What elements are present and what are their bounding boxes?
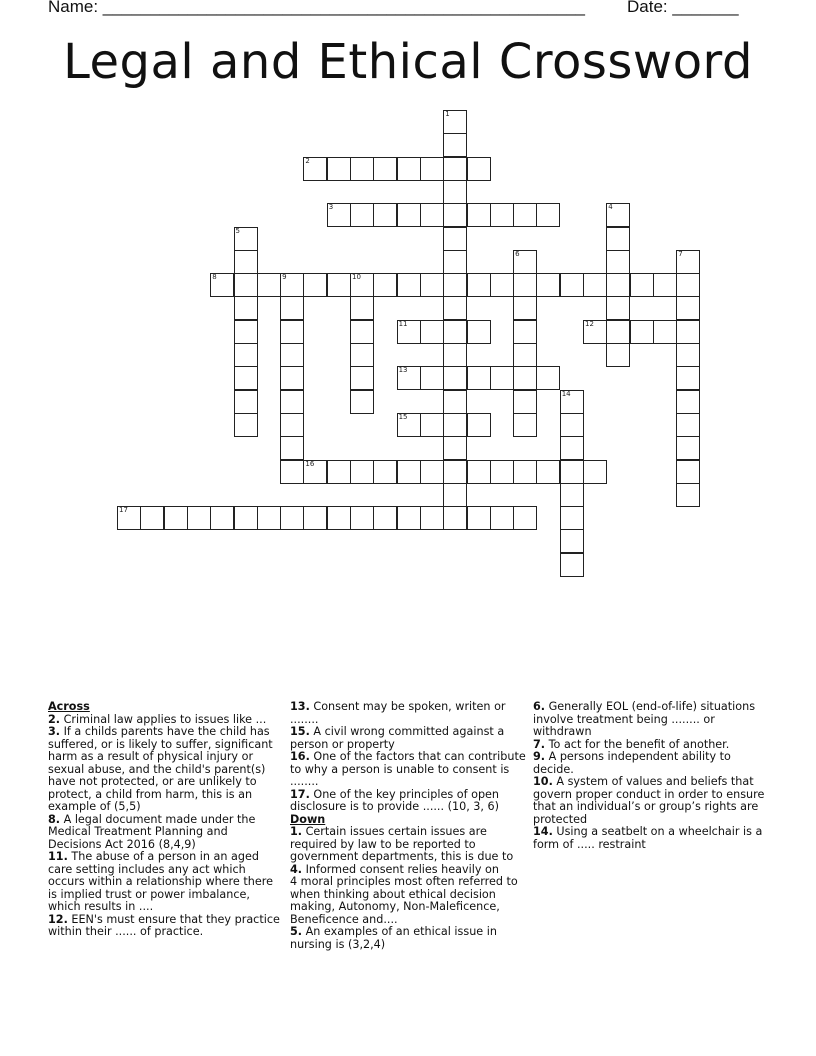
grid-cell[interactable] xyxy=(490,366,514,390)
grid-cell[interactable] xyxy=(443,180,467,204)
grid-cell[interactable] xyxy=(560,553,584,577)
clue-across-3: 3. If a childs parents have the child has suffered, or is likely to suffer, significant harm as a result of physical injury or sexual abuse, and the child's parent(s) have not protected, or are unlikely to protect, a child from harm, this is an example of (5,5) xyxy=(48,725,273,813)
grid-cell[interactable] xyxy=(397,203,421,227)
grid-cell[interactable] xyxy=(467,366,491,390)
grid-cell[interactable] xyxy=(676,343,700,367)
grid-cell[interactable] xyxy=(653,273,677,297)
grid-cell[interactable] xyxy=(676,250,700,274)
grid-cell[interactable] xyxy=(467,506,491,530)
grid-cell[interactable] xyxy=(234,296,258,320)
grid-cell[interactable] xyxy=(443,343,467,367)
clues-column-1 xyxy=(48,701,284,939)
grid-cell[interactable] xyxy=(420,413,444,437)
clue-number: 13 xyxy=(398,366,408,375)
grid-cell[interactable] xyxy=(187,506,211,530)
grid-cell[interactable] xyxy=(350,506,374,530)
grid-cell[interactable] xyxy=(443,366,467,390)
grid-cell[interactable] xyxy=(443,413,467,437)
clue-number: 5 xyxy=(235,226,240,235)
grid-cell[interactable] xyxy=(280,320,304,344)
grid-cell[interactable] xyxy=(513,460,537,484)
clue-down-14: 14. Using a seatbelt on a wheelchair is a form of ..... restraint xyxy=(533,825,763,851)
grid-cell[interactable] xyxy=(513,343,537,367)
clue-number: 15 xyxy=(398,412,408,421)
grid-cell[interactable] xyxy=(443,227,467,251)
grid-cell[interactable] xyxy=(490,273,514,297)
grid-cell[interactable] xyxy=(373,273,397,297)
grid-cell[interactable] xyxy=(513,250,537,274)
grid-cell[interactable] xyxy=(397,320,421,344)
grid-cell[interactable] xyxy=(350,343,374,367)
grid-cell[interactable] xyxy=(467,273,491,297)
grid-cell[interactable] xyxy=(443,483,467,507)
grid-cell[interactable] xyxy=(350,390,374,414)
grid-cell[interactable] xyxy=(420,460,444,484)
clue-number: 10 xyxy=(352,273,361,282)
grid-cell[interactable] xyxy=(467,320,491,344)
grid-cell[interactable] xyxy=(560,506,584,530)
grid-cell[interactable] xyxy=(606,227,630,251)
grid-cell[interactable] xyxy=(234,273,258,297)
grid-cell[interactable] xyxy=(560,436,584,460)
clue-number: 14 xyxy=(561,389,571,398)
grid-cell[interactable] xyxy=(350,320,374,344)
across-clue-list-1 xyxy=(48,714,284,939)
grid-cell[interactable] xyxy=(443,110,467,134)
grid-cell[interactable] xyxy=(513,366,537,390)
grid-cell[interactable] xyxy=(280,436,304,460)
clue-number: 2 xyxy=(305,156,310,165)
clue-number: 17 xyxy=(119,506,128,515)
grid-cell[interactable] xyxy=(676,483,700,507)
clue-down-4-cont: 4 moral principles most often referred to when thinking about ethical decision making, Autonomy, Non-Maleficence, Beneficence and.... xyxy=(290,875,518,926)
date-field-label[interactable]: Date: _______ xyxy=(627,0,739,16)
grid-cell[interactable] xyxy=(350,296,374,320)
grid-cell[interactable] xyxy=(676,320,700,344)
grid-cell[interactable] xyxy=(303,506,327,530)
grid-cell[interactable] xyxy=(560,460,584,484)
grid-cell[interactable] xyxy=(490,506,514,530)
grid-cell[interactable] xyxy=(536,460,560,484)
grid-cell[interactable] xyxy=(373,460,397,484)
name-field-label[interactable]: Name: ___________________________________________________ xyxy=(48,0,585,16)
clue-down-9: 9. A persons independent ability to decide. xyxy=(533,750,731,776)
grid-cell[interactable] xyxy=(234,320,258,344)
grid-cell[interactable] xyxy=(257,273,281,297)
grid-cell[interactable] xyxy=(234,343,258,367)
clue-number: 6 xyxy=(515,249,520,258)
across-heading: Across xyxy=(48,700,90,713)
grid-cell[interactable] xyxy=(676,366,700,390)
grid-cell[interactable] xyxy=(443,203,467,227)
grid-cell[interactable] xyxy=(280,413,304,437)
grid-cell[interactable] xyxy=(560,273,584,297)
grid-cell[interactable] xyxy=(373,157,397,181)
grid-cell[interactable] xyxy=(234,366,258,390)
clue-number: 11 xyxy=(398,319,408,328)
clue-across-11: 11. The abuse of a person in an aged care setting includes any act which occurs within a relationship where there is implied trust or power imbalance, which results in .... xyxy=(48,850,273,913)
clue-across-13: 13. Consent may be spoken, writen or ........ xyxy=(290,700,506,726)
grid-cell[interactable] xyxy=(676,436,700,460)
grid-cell[interactable] xyxy=(536,273,560,297)
grid-cell[interactable] xyxy=(350,157,374,181)
grid-cell[interactable] xyxy=(397,506,421,530)
grid-cell[interactable] xyxy=(606,343,630,367)
grid-cell[interactable] xyxy=(234,250,258,274)
grid-cell[interactable] xyxy=(513,273,537,297)
grid-cell[interactable] xyxy=(303,157,327,181)
grid-cell[interactable] xyxy=(420,203,444,227)
grid-cell[interactable] xyxy=(257,506,281,530)
grid-cell[interactable] xyxy=(490,203,514,227)
grid-cell[interactable] xyxy=(560,413,584,437)
grid-cell[interactable] xyxy=(280,296,304,320)
clue-down-4: 4. Informed consent relies heavily on xyxy=(290,862,499,876)
grid-cell[interactable] xyxy=(327,203,351,227)
grid-cell[interactable] xyxy=(327,273,351,297)
grid-cell[interactable] xyxy=(280,366,304,390)
grid-cell[interactable] xyxy=(513,506,537,530)
grid-cell[interactable] xyxy=(327,506,351,530)
grid-cell[interactable] xyxy=(280,273,304,297)
grid-cell[interactable] xyxy=(653,320,677,344)
grid-cell[interactable] xyxy=(467,203,491,227)
grid-cell[interactable] xyxy=(467,460,491,484)
grid-cell[interactable] xyxy=(420,273,444,297)
grid-cell[interactable] xyxy=(397,157,421,181)
grid-cell[interactable] xyxy=(397,273,421,297)
clue-across-8: 8. A legal document made under the Medical Treatment Planning and Decisions Act 2016 (8,4,9) xyxy=(48,812,256,851)
grid-cell[interactable] xyxy=(630,273,654,297)
grid-cell[interactable] xyxy=(513,320,537,344)
clue-down-7: 7. To act for the benefit of another. xyxy=(533,737,730,751)
grid-cell[interactable] xyxy=(443,320,467,344)
grid-cell[interactable] xyxy=(420,157,444,181)
clue-across-17: 17. One of the key principles of open disclosure is to provide ...... (10, 3, 6) xyxy=(290,787,500,813)
grid-cell[interactable] xyxy=(560,390,584,414)
clue-number: 16 xyxy=(305,459,315,468)
grid-cell[interactable] xyxy=(490,460,514,484)
grid-cell[interactable] xyxy=(443,436,467,460)
grid-cell[interactable] xyxy=(676,296,700,320)
grid-cell[interactable] xyxy=(467,413,491,437)
page-title: Legal and Ethical Crossword xyxy=(63,34,753,90)
grid-cell[interactable] xyxy=(606,320,630,344)
grid-cell[interactable] xyxy=(280,460,304,484)
grid-cell[interactable] xyxy=(513,203,537,227)
grid-cell[interactable] xyxy=(350,273,374,297)
clue-number: 7 xyxy=(678,249,683,258)
grid-cell[interactable] xyxy=(560,529,584,553)
grid-cell[interactable] xyxy=(443,390,467,414)
grid-cell[interactable] xyxy=(234,227,258,251)
grid-cell[interactable] xyxy=(513,390,537,414)
grid-cell[interactable] xyxy=(583,273,607,297)
grid-cell[interactable] xyxy=(676,273,700,297)
grid-cell[interactable] xyxy=(164,506,188,530)
grid-cell[interactable] xyxy=(117,506,141,530)
grid-cell[interactable] xyxy=(443,506,467,530)
clue-down-5: 5. An examples of an ethical issue in nursing is (3,2,4) xyxy=(290,925,497,951)
grid-cell[interactable] xyxy=(443,460,467,484)
grid-cell[interactable] xyxy=(676,413,700,437)
grid-cell[interactable] xyxy=(210,273,234,297)
grid-cell[interactable] xyxy=(676,460,700,484)
grid-cell[interactable] xyxy=(327,157,351,181)
clues-column-2 xyxy=(290,701,526,951)
clue-number: 9 xyxy=(282,273,287,282)
grid-cell[interactable] xyxy=(443,133,467,157)
grid-cell[interactable] xyxy=(210,506,234,530)
grid-cell[interactable] xyxy=(420,366,444,390)
grid-cell[interactable] xyxy=(327,460,351,484)
grid-cell[interactable] xyxy=(234,506,258,530)
grid-cell[interactable] xyxy=(560,483,584,507)
grid-cell[interactable] xyxy=(420,506,444,530)
grid-cell[interactable] xyxy=(583,320,607,344)
grid-cell[interactable] xyxy=(280,390,304,414)
grid-cell[interactable] xyxy=(397,460,421,484)
grid-cell[interactable] xyxy=(443,296,467,320)
grid-cell[interactable] xyxy=(350,203,374,227)
grid-cell[interactable] xyxy=(373,506,397,530)
grid-cell[interactable] xyxy=(280,506,304,530)
clues-column-3 xyxy=(533,701,769,851)
grid-cell[interactable] xyxy=(536,366,560,390)
clue-across-15: 15. A civil wrong committed against a person or property xyxy=(290,725,505,751)
grid-cell[interactable] xyxy=(373,203,397,227)
grid-cell[interactable] xyxy=(234,413,258,437)
grid-cell[interactable] xyxy=(513,296,537,320)
clue-down-10: 10. A system of values and beliefs that govern proper conduct in order to ensure that an individual’s or group’s rights are protected xyxy=(533,775,765,826)
grid-cell[interactable] xyxy=(140,506,164,530)
grid-cell[interactable] xyxy=(397,413,421,437)
grid-cell[interactable] xyxy=(467,157,491,181)
grid-cell[interactable] xyxy=(350,366,374,390)
clue-number: 12 xyxy=(585,319,594,328)
grid-cell[interactable] xyxy=(350,460,374,484)
clue-across-12: 12. EEN's must ensure that they practice within their ...... of practice. xyxy=(48,912,280,938)
grid-cell[interactable] xyxy=(630,320,654,344)
grid-cell[interactable] xyxy=(606,250,630,274)
grid-cell[interactable] xyxy=(583,460,607,484)
clue-number: 1 xyxy=(445,110,450,118)
clue-number: 4 xyxy=(608,203,613,212)
grid-cell[interactable] xyxy=(397,366,421,390)
grid-cell[interactable] xyxy=(606,273,630,297)
clue-across-16: 16. One of the factors that can contribute to why a person is unable to consent is ........ xyxy=(290,750,526,788)
grid-cell[interactable] xyxy=(303,460,327,484)
clue-down-6: 6. Generally EOL (end-of-life) situations involve treatment being ........ or withdrawn xyxy=(533,700,756,738)
grid-cell[interactable] xyxy=(606,296,630,320)
clue-across-2: 2. Criminal law applies to issues like ... xyxy=(48,712,267,726)
grid-cell[interactable] xyxy=(443,273,467,297)
clue-number: 3 xyxy=(328,203,334,212)
grid-cell[interactable] xyxy=(606,203,630,227)
grid-cell[interactable] xyxy=(234,390,258,414)
grid-cell[interactable] xyxy=(513,413,537,437)
grid-cell[interactable] xyxy=(443,157,467,181)
clue-down-1: 1. Certain issues certain issues are required by law to be reported to government departments, this is due to xyxy=(290,825,514,863)
down-heading: Down xyxy=(290,812,326,826)
clue-number: 8 xyxy=(212,273,217,282)
grid-cell[interactable] xyxy=(676,390,700,414)
grid-cell[interactable] xyxy=(420,320,444,344)
grid-cell[interactable] xyxy=(303,273,327,297)
grid-cell[interactable] xyxy=(443,250,467,274)
grid-cell[interactable] xyxy=(280,343,304,367)
grid-cell[interactable] xyxy=(536,203,560,227)
